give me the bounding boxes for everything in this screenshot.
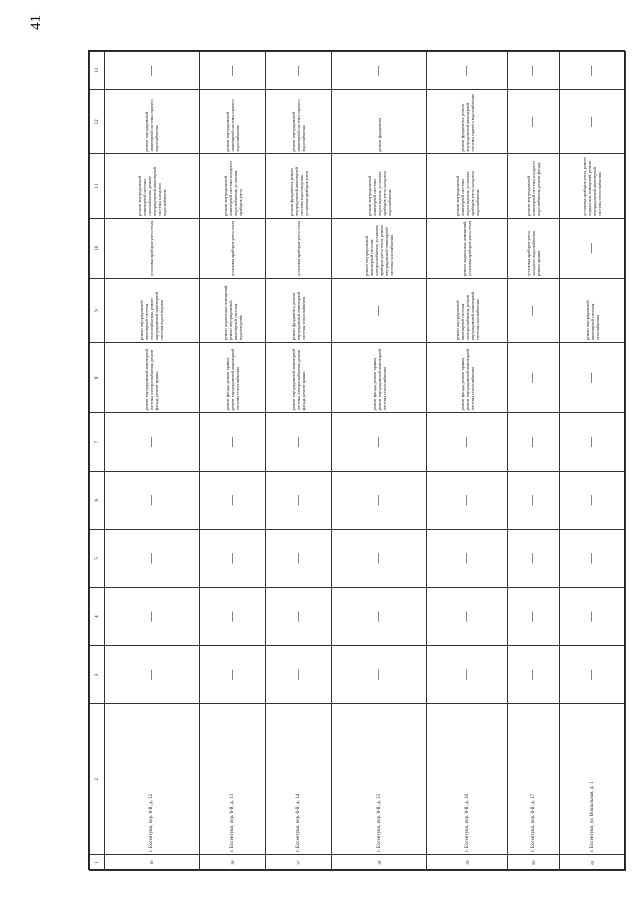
row-number: 59 [427,854,508,870]
work-cell: установка приборов учета тепла [105,218,200,278]
work-cell: ремонт внутридомовой инженерной системы горячего водоснабжения [199,90,265,154]
table-row [559,52,625,871]
address-cell: г. Ессентуки, пер. 6-й, д. 14 [266,704,332,855]
address-cell: г. Ессентуки, пер. 6-й, д. 15 [332,704,427,855]
work-cell: — [427,413,508,471]
work-cell: — [199,529,265,587]
work-cell: — [559,90,625,154]
work-cell: ремонт внутридомовой инженерной системы водоотведения, установка приборов учета холодного водоснабжения [427,154,508,218]
column-header: 8 [90,343,105,413]
row-number: 16 [105,854,200,870]
table-row [507,52,559,871]
work-cell: ремонт внутридомовой инженерной системы газоснабжения [559,278,625,342]
address-cell: г. Ессентуки, пер. 6-й, д. 12 [105,704,200,855]
work-cell: ремонт фасада, ремонт крыши, ремонт внутридомовой инженерной системы теплоснабжения [199,343,265,413]
work-cell: ремонт внутридомовой инженерной системы холодного водоснабжения, ремонт фасада [507,154,559,218]
work-cell: ремонт фундамента [332,90,427,154]
work-cell: — [332,52,427,90]
work-cell: ремонт внутридомовой инженерной системы водоотведения, установка приборов учета холодного водоснабжения [332,154,427,218]
work-cell: — [559,413,625,471]
work-cell: — [332,471,427,529]
work-cell: — [507,278,559,342]
work-cell: ремонт фасада, ремонт крыши, ремонт внутридомовой инженерной системы теплоснабжения [332,343,427,413]
work-cell: — [559,646,625,704]
work-cell: ремонт внутридомовой инженерной системы теплоснабжения, ремонт внутридомовой инженерной системы водоотведения [105,278,200,342]
work-cell: — [332,278,427,342]
table-row [266,52,332,871]
work-cell: — [105,588,200,646]
row-number: 57 [266,854,332,870]
work-cell: — [559,588,625,646]
table-row [105,52,200,871]
work-cell: — [507,588,559,646]
work-cell: — [332,413,427,471]
address-cell: г. Ессентуки, пер. 6-й, д. 13 [199,704,265,855]
table-row [427,52,508,871]
work-cell: — [427,588,508,646]
work-cell: — [559,343,625,413]
address-cell: г. Ессентуки, пер. 6-й, д. 17 [507,704,559,855]
table-row [199,52,265,871]
work-cell: — [507,413,559,471]
row-number: 56 [199,854,265,870]
work-cell: — [105,471,200,529]
work-cell: — [266,529,332,587]
work-cell: — [507,646,559,704]
column-header: 9 [90,278,105,342]
works-table-frame [88,50,625,870]
work-cell: — [507,90,559,154]
work-cell: — [507,343,559,413]
work-cell: — [427,529,508,587]
work-cell: — [427,471,508,529]
work-cell: — [559,471,625,529]
address-cell: г. Ессентуки, пер. 6-й, д. 16 [427,704,508,855]
work-cell: ремонт фасада, ремонт крыши, ремонт внутридомовой инженерной системы теплоснабжения [427,343,508,413]
header-row [90,52,105,871]
column-header: 2 [90,704,105,855]
column-header: 5 [90,529,105,587]
column-header: 13 [90,52,105,90]
work-cell: — [507,471,559,529]
work-cell: — [199,413,265,471]
work-cell: — [199,646,265,704]
column-header: 7 [90,413,105,471]
column-header: 3 [90,646,105,704]
column-header: 6 [90,471,105,529]
work-cell: — [559,218,625,278]
work-cell: установка приборов учета, ремонт подвальных помещений, ремонт внутридомовой инженерной системы теплоснабжения [559,154,625,218]
work-cell: ремонт фундамента, ремонт внутридомовой инженерной системы водоотведения, установка приборов учета [266,154,332,218]
work-cell: ремонт внутридомовой инженерной системы электроснабжения, ремонт внутридомовой инженерной системы газоснабжения [427,278,508,342]
work-cell: — [332,529,427,587]
row-number: 61 [559,854,625,870]
work-cell: — [266,646,332,704]
work-cell: ремонт внутридомовой инженерной системы электроснабжения, ремонт фасада, ремонт крыши [266,343,332,413]
row-number: 60 [507,854,559,870]
work-cell: — [266,413,332,471]
work-cell: — [332,588,427,646]
work-cell: — [332,646,427,704]
work-cell: ремонт внутридомовой инженерной системы электроснабжения, установка приборов учета тепла, ремонт внутридомовой инженерной системы газоснабжения [332,218,427,278]
column-header: 4 [90,588,105,646]
work-cell: — [427,52,508,90]
work-cell: — [199,471,265,529]
work-cell: — [105,646,200,704]
work-cell: — [266,52,332,90]
column-header: 11 [90,154,105,218]
page-number: 41 [28,15,44,30]
work-cell: установка приборов учета тепла [266,218,332,278]
work-cell: ремонт фундамента, ремонт внутридомовой инженерной системы теплоснабжения [266,278,332,342]
work-cell: — [266,588,332,646]
work-cell: ремонт внутридомовой инженерной системы горячего водоснабжения [266,90,332,154]
work-cell: ремонт внутридомовой инженерной системы холодного водоснабжения, установка приборов учета [199,154,265,218]
work-cell: — [105,529,200,587]
work-cell: — [507,529,559,587]
work-cell: — [559,52,625,90]
row-number: 58 [332,854,427,870]
work-cell: — [105,413,200,471]
work-cell: — [199,52,265,90]
work-cell: ремонт подвальных помещений, ремонт внутридомовой инженерной системы водоотведения [199,278,265,342]
column-header: 1 [90,854,105,870]
table-row [332,52,427,871]
work-cell: ремонт фундамента, ремонт внутридомовой инженерной системы горячего водоснабжения [427,90,508,154]
work-cell: — [199,588,265,646]
work-cell: ремонт подвальных помещений, установка приборов учета тепла [427,218,508,278]
work-cell: установка приборов учета тепла [199,218,265,278]
work-cell: установка приборов учета холодного водоснабжения, ремонт крыши [507,218,559,278]
work-cell: — [559,529,625,587]
work-cell: — [105,52,200,90]
work-cell: ремонт внутридомовой инженерной системы электроснабжения, ремонт фасада, ремонт крыши [105,343,200,413]
work-cell: ремонт внутридомовой инженерной системы газоснабжения, ремонт внутридомовой инженерной системы холодного водоснабжения [105,154,200,218]
work-cell: — [266,471,332,529]
work-cell: — [427,646,508,704]
column-header: 12 [90,90,105,154]
works-table [89,51,626,871]
column-header: 10 [90,218,105,278]
work-cell: — [507,52,559,90]
address-cell: г. Ессентуки, ул. Вокзальная, д. 1 [559,704,625,855]
work-cell: ремонт внутридомовой инженерной системы горячего водоснабжения [105,90,200,154]
